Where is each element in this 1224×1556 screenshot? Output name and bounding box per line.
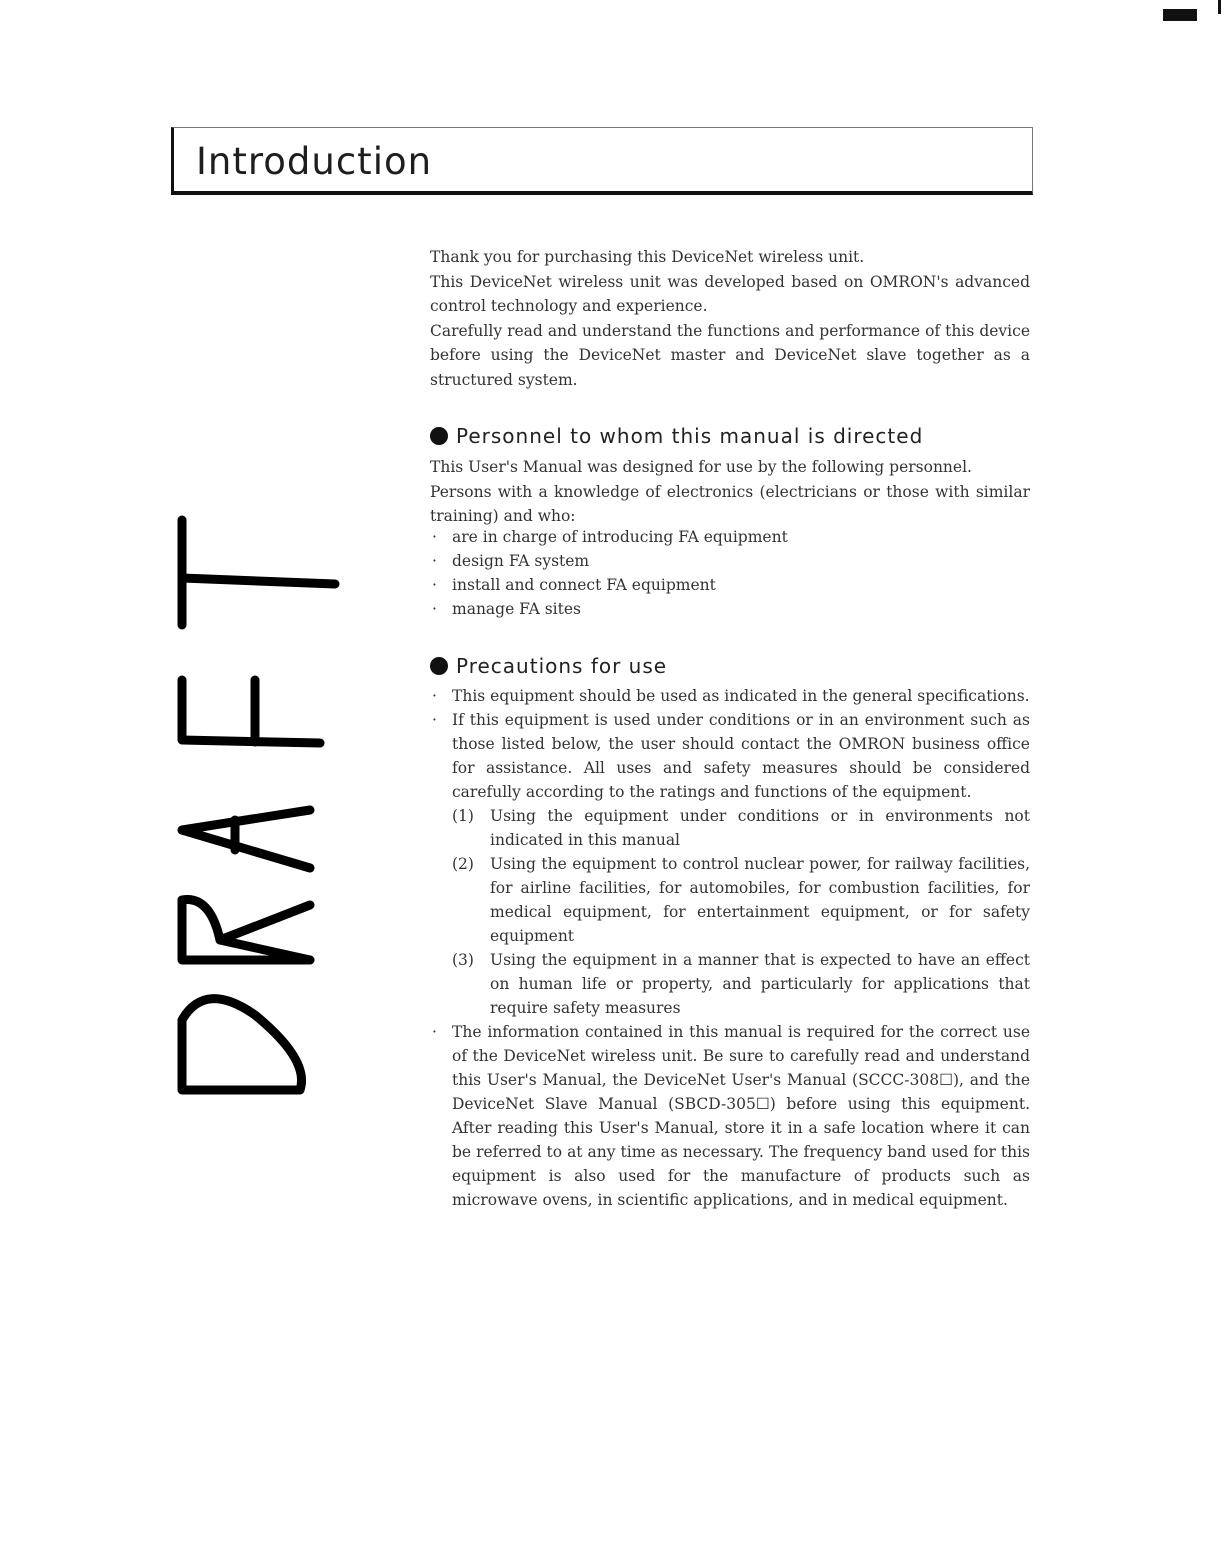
personnel-paragraph: This User's Manual was designed for use by the following personnel. [430, 458, 972, 476]
list-item-text: If this equipment is used under conditions or in an environment such as those listed below, the user should contact the OMRON business office for assistance. All uses and safety measures should be considered carefully according to the ratings and functions of the equipment. [452, 711, 1030, 801]
sublist-item [452, 852, 1030, 948]
filled-circle-icon [430, 657, 448, 675]
filled-circle-icon [430, 427, 448, 445]
sublist-item [452, 804, 1030, 852]
sublist-item-text: Using the equipment in a manner that is expected to have an effect on human life or property, and particularly for applications that require safety measures [490, 951, 1030, 1017]
corner-tick-mark [1218, 0, 1221, 14]
personnel-heading-text: Personnel to whom this manual is directed [456, 424, 924, 448]
list-item: · install and connect FA equipment [430, 573, 1030, 597]
title-frame [171, 127, 1033, 195]
list-item: · design FA system [430, 549, 1030, 573]
intro-paragraph: This DeviceNet wireless unit was developed based on OMRON's advanced control technology and experience. [430, 272, 1030, 315]
list-item: · This equipment should be used as indicated in the general specifications. [430, 684, 1030, 708]
personnel-section [430, 455, 1030, 529]
draft-watermark [160, 500, 360, 1100]
list-item [430, 708, 1030, 1020]
sublist-item-text: Using the equipment to control nuclear power, for railway facilities, for airline facilities, for automobiles, for combustion facilities, for medical equipment, for entertainment equipment, or for safety equipment [490, 855, 1030, 945]
personnel-list [430, 525, 1030, 621]
personnel-paragraph: Persons with a knowledge of electronics (electricians or those with similar training) and who: [430, 482, 1030, 525]
precautions-list [430, 684, 1030, 1212]
personnel-heading [430, 424, 923, 448]
page-title: Introduction [196, 140, 433, 183]
intro-section [430, 245, 1030, 392]
intro-paragraph: Thank you for purchasing this DeviceNet wireless unit. [430, 248, 865, 266]
sublist-item-text: Using the equipment under conditions or in environments not indicated in this manual [490, 807, 1030, 849]
precautions-heading-text: Precautions for use [456, 654, 668, 678]
intro-paragraph: Carefully read and understand the functions and performance of this device before using the DeviceNet master and DeviceNet slave together as a structured system. [430, 321, 1030, 389]
corner-registration-mark [1163, 9, 1197, 21]
list-item: · The information contained in this manual is required for the correct use of the DeviceNet wireless unit. Be sure to carefully read and understand this User's Manual, the DeviceNet User's Manual (SCCC-308☐), and the DeviceNet Slave Manual (SBCD-305☐) before using this equipment. After reading this User's Manual, store it in a safe location where it can be referred to at any time as necessary. The frequency band used for this equipment is also used for the manufacture of products such as microwave ovens, in scientific applications, and in medical equipment. [430, 1020, 1030, 1212]
sublist-item [452, 948, 1030, 1020]
precautions-heading [430, 654, 667, 678]
condition-sublist [452, 804, 1030, 1020]
list-item: · manage FA sites [430, 597, 1030, 621]
list-item: · are in charge of introducing FA equipment [430, 525, 1030, 549]
